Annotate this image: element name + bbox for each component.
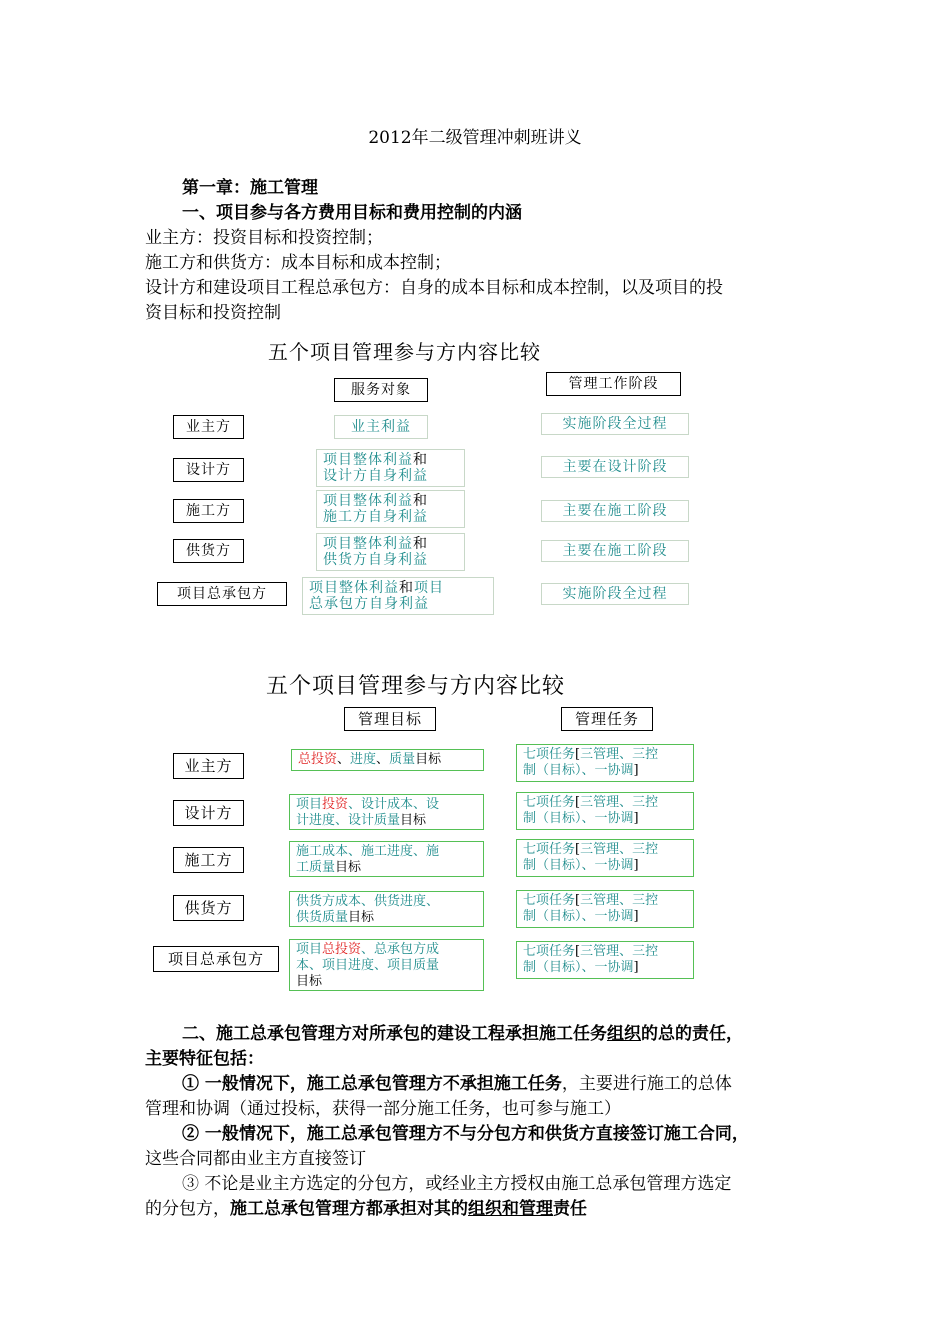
task-text: 制（目标）、一协调 — [523, 858, 634, 873]
goal-text: 、 — [376, 752, 390, 767]
diagram1-stage-box: 主要在施工阶段 — [541, 540, 689, 562]
service-text: 和 — [399, 580, 414, 596]
service-text: 项目整体利益 — [323, 536, 413, 552]
diagram2-task-box — [516, 839, 694, 877]
service-text: 和 — [413, 493, 428, 509]
goal-text: 目标 — [415, 752, 442, 767]
task-text: [ — [575, 795, 581, 810]
diagram1-col-header-stage: 管理工作阶段 — [546, 372, 681, 396]
task-text: 七项任务 — [523, 842, 576, 857]
service-text: 供货方自身利益 — [323, 552, 428, 568]
diagram2-party-box: 业主方 — [173, 753, 244, 779]
section1-line: 施工方和供货方：成本目标和成本控制； — [145, 253, 451, 273]
goal-text: 目标 — [348, 910, 375, 925]
diagram1-party-box: 供货方 — [173, 539, 244, 563]
diagram2-title: 五个项目管理参与方内容比较 — [266, 674, 566, 699]
section2-item3: ③ 不论是业主方选定的分包方，或经业主方授权由施工总承包管理方选定 — [182, 1174, 732, 1194]
task-text: ] — [633, 909, 639, 924]
section2-item1 — [182, 1072, 732, 1097]
item3-text: 的分包方， — [145, 1199, 230, 1219]
chapter-heading: 第一章：施工管理 — [182, 178, 318, 198]
diagram1-stage-box: 主要在设计阶段 — [541, 456, 689, 478]
task-text: ] — [633, 858, 639, 873]
diagram2-party-box: 施工方 — [173, 847, 244, 873]
diagram1-title: 五个项目管理参与方内容比较 — [268, 340, 541, 364]
goal-text: 目标 — [296, 974, 323, 989]
diagram1-stage-box: 实施阶段全过程 — [541, 583, 689, 605]
section2-item1-line2: 管理和协调（通过投标，获得一部分施工任务，也可参与施工） — [145, 1099, 621, 1119]
service-text: 和 — [413, 452, 428, 468]
task-text: [ — [575, 893, 581, 908]
service-text: 施工方自身利益 — [323, 509, 428, 525]
diagram2-goal-box — [289, 841, 484, 877]
service-text: 设计方自身利益 — [323, 468, 428, 484]
diagram1-stage-box: 实施阶段全过程 — [541, 413, 689, 435]
task-text: 三管理、三控 — [580, 944, 659, 959]
service-text: 业主利益 — [351, 419, 411, 435]
diagram2-goal-box — [289, 794, 484, 830]
diagram2-party-box: 供货方 — [173, 895, 244, 921]
diagram1-service-box — [302, 577, 494, 615]
section2-heading-text: 二、施工总承包管理方对所承包的建设工程承担施工任务 — [182, 1024, 607, 1044]
diagram2-party-box: 设计方 — [173, 800, 244, 826]
task-text: 三管理、三控 — [580, 747, 659, 762]
diagram2-col-header-task: 管理任务 — [561, 707, 653, 731]
task-text: 制（目标）、一协调 — [523, 909, 634, 924]
item3-bold-text: 施工总承包管理方都承担对其的 — [230, 1199, 468, 1219]
diagram2-task-box — [516, 744, 694, 782]
service-text: 项目整体利益 — [323, 452, 413, 468]
diagram1-service-box — [316, 490, 465, 528]
task-text: 七项任务 — [523, 795, 576, 810]
task-text: 制（目标）、一协调 — [523, 811, 634, 826]
diagram1-party-box: 设计方 — [173, 458, 244, 482]
service-text: 总承包方自身利益 — [309, 596, 429, 612]
diagram2-task-box — [516, 792, 694, 830]
goal-text: 质量 — [389, 752, 416, 767]
goal-text: 、 — [337, 752, 351, 767]
section1-line: 业主方：投资目标和投资控制； — [145, 228, 383, 248]
diagram2-goal-box — [291, 749, 484, 771]
task-text: ] — [633, 960, 639, 975]
task-text: [ — [575, 747, 581, 762]
diagram1-col-header-service: 服务对象 — [334, 378, 428, 402]
section2-item2-line2: 这些合同都由业主方直接签订 — [145, 1149, 366, 1169]
goal-text: 项目 — [296, 942, 323, 957]
section2-item2: ② 一般情况下，施工总承包管理方不与分包方和供货方直接签订施工合同， — [182, 1124, 749, 1144]
service-text: 项目整体利益 — [309, 580, 399, 596]
item3-underlined: 组织和管理 — [468, 1199, 553, 1219]
diagram1-service-box — [334, 415, 428, 439]
section2-heading-underlined: 组织 — [607, 1024, 641, 1044]
diagram1-party-box: 业主方 — [173, 415, 244, 439]
section1-heading: 一、项目参与各方费用目标和费用控制的内涵 — [182, 203, 522, 223]
item1-bold-text: ① 一般情况下，施工总承包管理方不承担施工任务 — [182, 1074, 562, 1094]
diagram2-goal-box — [289, 891, 484, 927]
section2-heading — [182, 1022, 743, 1047]
goal-text: 、设计成本、设 — [348, 797, 440, 812]
goal-text: 工质量 — [296, 860, 336, 875]
section2-item3-line2 — [145, 1197, 587, 1222]
diagram2-task-box — [516, 941, 694, 979]
task-text: 七项任务 — [523, 893, 576, 908]
section1-line: 资目标和投资控制 — [145, 303, 281, 323]
task-text: 制（目标）、一协调 — [523, 960, 634, 975]
task-text: 三管理、三控 — [580, 893, 659, 908]
task-text: 三管理、三控 — [580, 842, 659, 857]
goal-text: 本、项目进度、项目质量 — [296, 958, 440, 973]
task-text: 七项任务 — [523, 747, 576, 762]
goal-text: 总投资 — [298, 752, 338, 767]
item1-text: ，主要进行施工的总体 — [561, 1074, 732, 1094]
goal-text: 供货质量 — [296, 910, 349, 925]
section2-heading-text: 的总的责任， — [641, 1024, 743, 1044]
service-text: 项目 — [414, 580, 444, 596]
diagram2-goal-box — [289, 939, 484, 991]
document-title: 2012年二级管理冲刺班讲义 — [368, 128, 582, 148]
diagram1-party-box: 施工方 — [173, 499, 244, 523]
diagram1-stage-box: 主要在施工阶段 — [541, 500, 689, 522]
goal-text: 投资 — [322, 797, 349, 812]
diagram2-party-box: 项目总承包方 — [153, 946, 279, 972]
diagram2-col-header-goal: 管理目标 — [344, 707, 436, 731]
goal-text: 进度 — [350, 752, 377, 767]
task-text: 三管理、三控 — [580, 795, 659, 810]
goal-text: 目标 — [400, 813, 427, 828]
goal-text: 目标 — [335, 860, 362, 875]
diagram1-party-box: 项目总承包方 — [157, 582, 287, 606]
goal-text: 施工成本、施工进度、施 — [296, 844, 440, 859]
task-text: 七项任务 — [523, 944, 576, 959]
goal-text: 总投资 — [322, 942, 362, 957]
task-text: 制（目标）、一协调 — [523, 763, 634, 778]
diagram1-service-box — [316, 533, 465, 571]
goal-text: 供货方成本、供货进度、 — [296, 894, 440, 909]
goal-text: 、总承包方成 — [361, 942, 440, 957]
task-text: [ — [575, 842, 581, 857]
task-text: ] — [633, 763, 639, 778]
section1-line: 设计方和建设项目工程总承包方：自身的成本目标和成本控制，以及项目的投 — [145, 278, 723, 298]
diagram1-service-box — [316, 449, 465, 487]
goal-text: 计进度、设计质量 — [296, 813, 401, 828]
section2-heading-line2: 主要特征包括： — [145, 1049, 264, 1069]
service-text: 项目整体利益 — [323, 493, 413, 509]
task-text: [ — [575, 944, 581, 959]
diagram2-task-box — [516, 890, 694, 928]
service-text: 和 — [413, 536, 428, 552]
item3-bold-text: 责任 — [553, 1199, 587, 1219]
task-text: ] — [633, 811, 639, 826]
goal-text: 项目 — [296, 797, 323, 812]
